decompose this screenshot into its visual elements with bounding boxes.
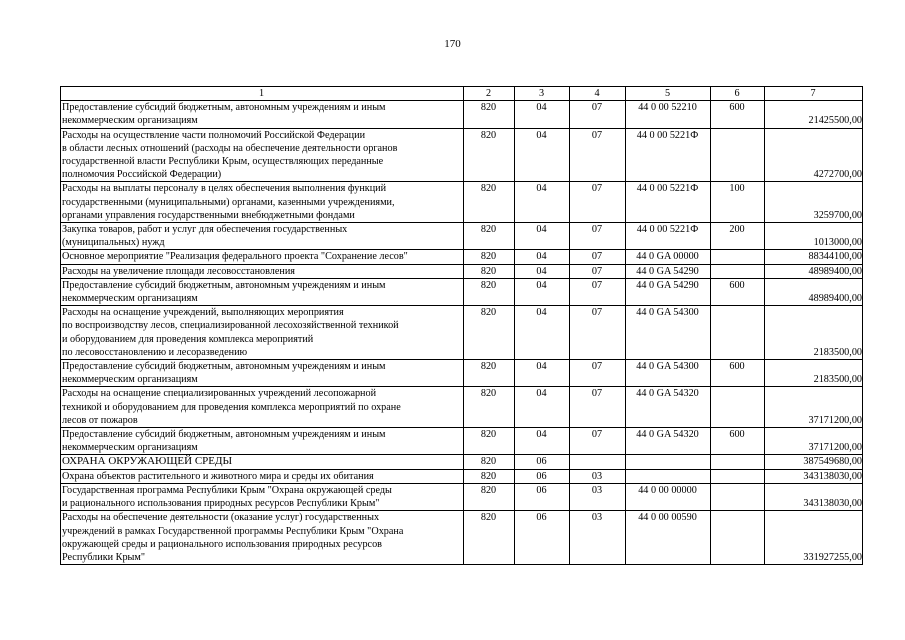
- table-header-row: [61, 87, 863, 101]
- table-row: [61, 101, 863, 128]
- target-article-cell: 44 0 GA 54320: [626, 387, 711, 428]
- amount-cell: 331927255,00: [765, 511, 863, 565]
- section-code-cell: 04: [515, 306, 570, 360]
- ministry-code-cell: 820: [464, 483, 515, 510]
- amount-cell: 3259700,00: [765, 182, 863, 223]
- expense-name-cell: Расходы на оснащение учреждений, выполняющих мероприятия по воспроизводству лесов, специализированной лесохозяйственной техникой и оборудованием для проведения комплекса мероприятий по лесовосстановлению и лесоразведению: [61, 306, 464, 360]
- amount-cell: 48989400,00: [765, 264, 863, 278]
- ministry-code-cell: 820: [464, 306, 515, 360]
- expense-type-cell: 600: [711, 101, 765, 128]
- subsection-code-cell: 07: [570, 101, 626, 128]
- section-code-cell: 04: [515, 101, 570, 128]
- section-code-cell: 04: [515, 223, 570, 250]
- amount-cell: 21425500,00: [765, 101, 863, 128]
- expense-type-cell: [711, 264, 765, 278]
- expense-type-cell: 100: [711, 182, 765, 223]
- target-article-cell: 44 0 GA 54290: [626, 278, 711, 305]
- ministry-code-cell: 820: [464, 101, 515, 128]
- expense-name-cell: Расходы на увеличение площади лесовосстановления: [61, 264, 464, 278]
- target-article-cell: 44 0 GA 54290: [626, 264, 711, 278]
- expense-type-cell: 600: [711, 428, 765, 455]
- target-article-cell: [626, 469, 711, 483]
- target-article-cell: 44 0 GA 54300: [626, 306, 711, 360]
- ministry-code-cell: 820: [464, 511, 515, 565]
- amount-cell: 387549680,00: [765, 455, 863, 469]
- amount-cell: 37171200,00: [765, 428, 863, 455]
- ministry-code-cell: 820: [464, 250, 515, 264]
- table-row: [61, 306, 863, 360]
- amount-cell: 37171200,00: [765, 387, 863, 428]
- ministry-code-cell: 820: [464, 223, 515, 250]
- expense-name-cell: Охрана объектов растительного и животного мира и среды их обитания: [61, 469, 464, 483]
- expense-type-cell: [711, 483, 765, 510]
- ministry-code-cell: 820: [464, 182, 515, 223]
- expense-type-cell: [711, 128, 765, 182]
- subsection-code-cell: 07: [570, 428, 626, 455]
- expense-type-cell: 600: [711, 360, 765, 387]
- table-row: [61, 483, 863, 510]
- expense-name-cell: Расходы на оснащение специализированных учреждений лесопожарной техникой и оборудованием для проведения комплекса мероприятий по охране лесов от пожаров: [61, 387, 464, 428]
- section-code-cell: 06: [515, 455, 570, 469]
- subsection-code-cell: 03: [570, 511, 626, 565]
- subsection-code-cell: 03: [570, 483, 626, 510]
- column-header-7: 7: [765, 87, 863, 101]
- subsection-code-cell: 07: [570, 182, 626, 223]
- amount-cell: 88344100,00: [765, 250, 863, 264]
- subsection-code-cell: 07: [570, 306, 626, 360]
- budget-table: [60, 86, 863, 565]
- ministry-code-cell: 820: [464, 128, 515, 182]
- section-code-cell: 04: [515, 250, 570, 264]
- ministry-code-cell: 820: [464, 360, 515, 387]
- expense-type-cell: [711, 511, 765, 565]
- target-article-cell: 44 0 00 00000: [626, 483, 711, 510]
- expense-name-cell: Предоставление субсидий бюджетным, автономным учреждениям и иным некоммерческим организациям: [61, 360, 464, 387]
- ministry-code-cell: 820: [464, 387, 515, 428]
- amount-cell: 4272700,00: [765, 128, 863, 182]
- section-code-cell: 04: [515, 387, 570, 428]
- column-header-5: 5: [626, 87, 711, 101]
- section-code-cell: 04: [515, 360, 570, 387]
- subsection-code-cell: 07: [570, 278, 626, 305]
- subsection-code-cell: 07: [570, 223, 626, 250]
- target-article-cell: 44 0 GA 00000: [626, 250, 711, 264]
- table-row: [61, 360, 863, 387]
- subsection-code-cell: 07: [570, 250, 626, 264]
- expense-name-cell: ОХРАНА ОКРУЖАЮЩЕЙ СРЕДЫ: [61, 455, 464, 469]
- target-article-cell: 44 0 00 5221Ф: [626, 182, 711, 223]
- expense-type-cell: 600: [711, 278, 765, 305]
- amount-cell: 48989400,00: [765, 278, 863, 305]
- expense-name-cell: Расходы на выплаты персоналу в целях обеспечения выполнения функций государственными (муниципальными) органами, казенными учреждениями, органами управления государственными внебюджетными фондами: [61, 182, 464, 223]
- target-article-cell: 44 0 GA 54300: [626, 360, 711, 387]
- expense-name-cell: Предоставление субсидий бюджетным, автономным учреждениям и иным некоммерческим организациям: [61, 428, 464, 455]
- target-article-cell: 44 0 00 00590: [626, 511, 711, 565]
- column-header-6: 6: [711, 87, 765, 101]
- target-article-cell: 44 0 00 5221Ф: [626, 223, 711, 250]
- column-header-3: 3: [515, 87, 570, 101]
- expense-type-cell: [711, 306, 765, 360]
- target-article-cell: [626, 455, 711, 469]
- subsection-code-cell: 07: [570, 387, 626, 428]
- target-article-cell: 44 0 00 52210: [626, 101, 711, 128]
- expense-type-cell: [711, 455, 765, 469]
- subsection-code-cell: 03: [570, 469, 626, 483]
- section-code-cell: 04: [515, 428, 570, 455]
- section-code-cell: 04: [515, 182, 570, 223]
- table-row: [61, 455, 863, 469]
- ministry-code-cell: 820: [464, 428, 515, 455]
- section-code-cell: 06: [515, 483, 570, 510]
- section-code-cell: 06: [515, 511, 570, 565]
- section-code-cell: 06: [515, 469, 570, 483]
- table-row: [61, 469, 863, 483]
- page-number: 170: [444, 38, 461, 50]
- section-code-cell: 04: [515, 278, 570, 305]
- table-row: [61, 128, 863, 182]
- subsection-code-cell: 07: [570, 360, 626, 387]
- expense-type-cell: 200: [711, 223, 765, 250]
- amount-cell: 2183500,00: [765, 306, 863, 360]
- table-row: [61, 511, 863, 565]
- subsection-code-cell: 07: [570, 128, 626, 182]
- ministry-code-cell: 820: [464, 455, 515, 469]
- ministry-code-cell: 820: [464, 264, 515, 278]
- expense-name-cell: Государственная программа Республики Крым "Охрана окружающей среды и рационального использования природных ресурсов Республики Крым": [61, 483, 464, 510]
- table-row: [61, 387, 863, 428]
- expense-name-cell: Предоставление субсидий бюджетным, автономным учреждениям и иным некоммерческим организациям: [61, 101, 464, 128]
- target-article-cell: 44 0 GA 54320: [626, 428, 711, 455]
- expense-type-cell: [711, 250, 765, 264]
- expense-name-cell: Основное мероприятие "Реализация федерального проекта "Сохранение лесов": [61, 250, 464, 264]
- ministry-code-cell: 820: [464, 278, 515, 305]
- subsection-code-cell: [570, 455, 626, 469]
- amount-cell: 343138030,00: [765, 469, 863, 483]
- target-article-cell: 44 0 00 5221Ф: [626, 128, 711, 182]
- table-row: [61, 428, 863, 455]
- expense-name-cell: Предоставление субсидий бюджетным, автономным учреждениям и иным некоммерческим организациям: [61, 278, 464, 305]
- column-header-4: 4: [570, 87, 626, 101]
- table-row: [61, 250, 863, 264]
- section-code-cell: 04: [515, 264, 570, 278]
- table-row: [61, 223, 863, 250]
- section-code-cell: 04: [515, 128, 570, 182]
- expense-type-cell: [711, 387, 765, 428]
- table-row: [61, 278, 863, 305]
- amount-cell: 343138030,00: [765, 483, 863, 510]
- column-header-2: 2: [464, 87, 515, 101]
- column-header-1: 1: [61, 87, 464, 101]
- subsection-code-cell: 07: [570, 264, 626, 278]
- amount-cell: 2183500,00: [765, 360, 863, 387]
- expense-type-cell: [711, 469, 765, 483]
- expense-name-cell: Расходы на осуществление части полномочий Российской Федерации в области лесных отношений (расходы на обеспечение деятельности органов государственной власти Республики Крым, осуществляющих переданные полномочия Российской Федерации): [61, 128, 464, 182]
- ministry-code-cell: 820: [464, 469, 515, 483]
- expense-name-cell: Закупка товаров, работ и услуг для обеспечения государственных (муниципальных) нужд: [61, 223, 464, 250]
- table-row: [61, 182, 863, 223]
- table-row: [61, 264, 863, 278]
- expense-name-cell: Расходы на обеспечение деятельности (оказание услуг) государственных учреждений в рамках Государственной программы Республики Крым "Охрана окружающей среды и рационального использования природных ресурсов Республики Крым": [61, 511, 464, 565]
- amount-cell: 1013000,00: [765, 223, 863, 250]
